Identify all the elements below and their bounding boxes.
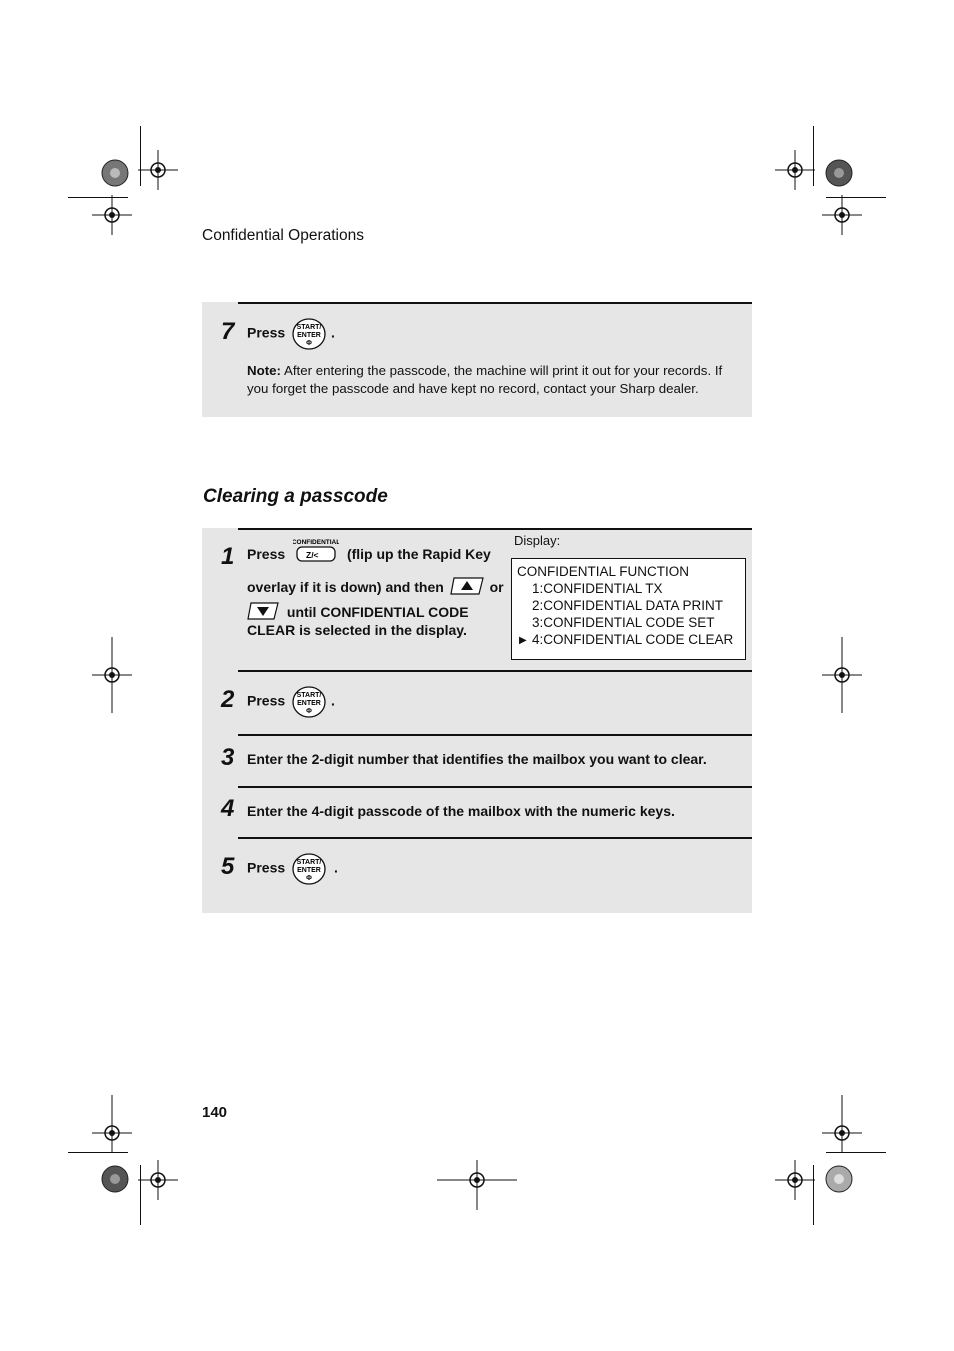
start-enter-key-icon xyxy=(292,318,326,350)
step-number: 2 xyxy=(221,686,235,713)
crosshair-mark-icon xyxy=(138,1160,178,1200)
lcd-display xyxy=(511,558,746,660)
step2-instruction xyxy=(247,686,335,718)
lcd-line: 4:CONFIDENTIAL CODE CLEAR xyxy=(532,632,734,647)
crosshair-mark-icon xyxy=(822,1113,862,1153)
step1-line3 xyxy=(247,603,469,621)
start-enter-key-icon xyxy=(292,853,326,885)
start-enter-key-icon xyxy=(292,686,326,718)
key-text: Φ xyxy=(306,875,312,882)
step-number: 7 xyxy=(221,318,235,345)
step-number: 3 xyxy=(221,744,235,771)
step-number: 1 xyxy=(221,543,235,570)
down-arrow-key-icon xyxy=(247,602,279,620)
step3-text: Enter the 2-digit number that identifies the mailbox you want to clear. xyxy=(247,751,707,767)
lcd-line-selected xyxy=(517,631,745,648)
crop-line xyxy=(826,197,886,198)
period: . xyxy=(330,324,335,341)
key-text: START/ xyxy=(296,859,322,866)
crosshair-mark-icon xyxy=(138,150,178,190)
crop-line xyxy=(68,1152,128,1153)
step1-text: (flip up the Rapid Key xyxy=(346,546,491,562)
step-divider xyxy=(238,734,752,736)
lcd-line: 3:CONFIDENTIAL CODE SET xyxy=(532,615,715,630)
starburst-mark-icon xyxy=(101,1165,129,1193)
step-divider xyxy=(238,786,752,788)
press-label: Press xyxy=(247,692,286,709)
step-divider xyxy=(238,837,752,839)
period: . xyxy=(330,692,335,709)
starburst-mark-icon xyxy=(825,1165,853,1193)
press-label: Press xyxy=(247,859,286,876)
starburst-mark-icon xyxy=(101,159,129,187)
page-number: 140 xyxy=(202,1104,228,1121)
step-number: 5 xyxy=(221,853,235,880)
crop-line xyxy=(68,197,128,198)
starburst-mark-icon xyxy=(825,159,853,187)
key-text: Φ xyxy=(306,708,312,715)
step-divider xyxy=(238,302,752,304)
running-header: Confidential Operations xyxy=(202,227,364,244)
key-text: START/ xyxy=(296,692,322,699)
step-divider xyxy=(238,670,752,672)
step7-instruction xyxy=(247,318,335,350)
key-text: ENTER xyxy=(297,867,321,874)
crop-line xyxy=(140,1165,141,1225)
crosshair-mark-icon xyxy=(775,150,815,190)
step1-line2 xyxy=(247,578,504,596)
step1-line1 xyxy=(247,539,491,565)
key-text: Z/< xyxy=(306,550,319,561)
confidential-key-icon xyxy=(293,537,339,565)
step1-line4: CLEAR is selected in the display. xyxy=(247,622,467,638)
step-number: 4 xyxy=(221,795,235,822)
step1-text: or xyxy=(489,579,504,595)
crop-line xyxy=(813,1165,814,1225)
step-divider xyxy=(238,528,752,530)
crosshair-mark-icon xyxy=(92,1113,132,1153)
crop-line xyxy=(140,126,141,186)
crosshair-mark-icon xyxy=(457,1160,497,1200)
lcd-line: 2:CONFIDENTIAL DATA PRINT xyxy=(532,598,724,613)
crop-line xyxy=(826,1152,886,1153)
step1-text: until CONFIDENTIAL CODE xyxy=(286,604,469,620)
crosshair-mark-icon xyxy=(775,1160,815,1200)
lcd-line: 1:CONFIDENTIAL TX xyxy=(532,581,663,596)
key-text: ENTER xyxy=(297,700,321,707)
key-text: START/ xyxy=(296,324,322,331)
lcd-line: CONFIDENTIAL FUNCTION xyxy=(517,564,689,579)
crosshair-mark-icon xyxy=(92,655,132,695)
crosshair-mark-icon xyxy=(822,195,862,235)
step5-instruction xyxy=(247,853,338,885)
section-title: Clearing a passcode xyxy=(203,486,388,507)
note-label: Note: xyxy=(247,363,281,378)
press-label: Press xyxy=(247,324,286,341)
key-text: CONFIDENTIAL xyxy=(293,539,340,547)
up-arrow-key-icon xyxy=(450,577,484,595)
crosshair-mark-icon xyxy=(822,655,862,695)
key-text: ENTER xyxy=(297,332,321,339)
crop-line xyxy=(813,126,814,186)
period: . xyxy=(333,859,338,876)
display-label: Display: xyxy=(514,533,561,548)
step4-text: Enter the 4-digit passcode of the mailbox with the numeric keys. xyxy=(247,803,675,819)
crosshair-mark-icon xyxy=(92,195,132,235)
press-label: Press xyxy=(247,546,286,562)
note-text: After entering the passcode, the machine will print it out for your records. If you forget the passcode and have kept no record, contact your Sharp dealer. xyxy=(247,363,723,396)
step1-text: overlay if it is down) and then xyxy=(247,579,444,595)
step7-note xyxy=(247,362,742,397)
key-text: Φ xyxy=(306,340,312,347)
selection-arrow-icon: ▶ xyxy=(519,635,527,646)
